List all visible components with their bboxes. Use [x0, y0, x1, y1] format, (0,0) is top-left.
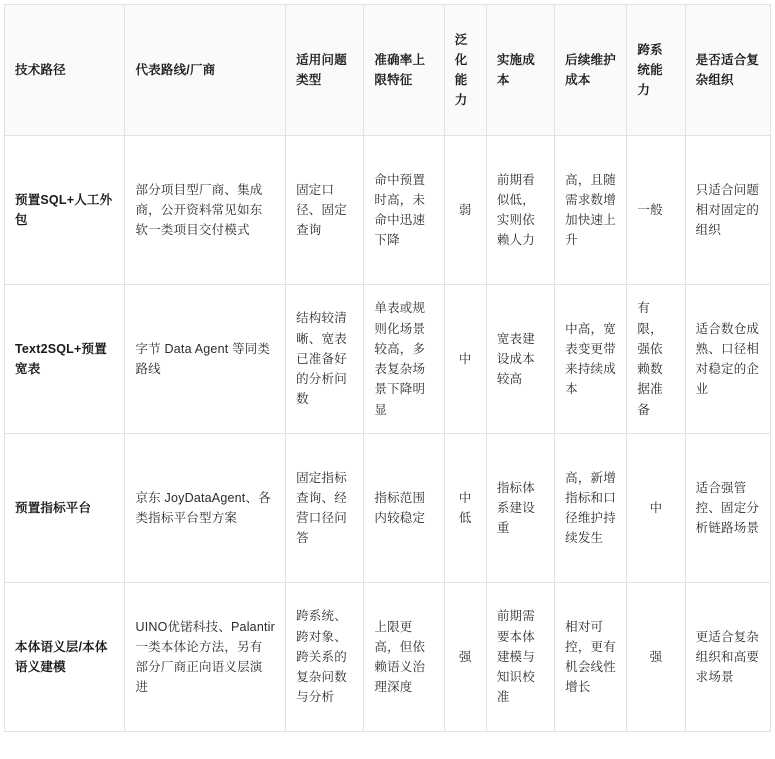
cell-implementation-cost: 宽表建设成本较高 — [486, 285, 554, 434]
cell-maintenance-cost: 中高，宽表变更带来持续成本 — [555, 285, 627, 434]
table-row — [5, 583, 771, 732]
cell-complex-org: 适合强管控、固定分析链路场景 — [685, 434, 770, 583]
table-header — [5, 5, 771, 136]
cell-question-type: 固定口径、固定查询 — [286, 136, 364, 285]
cell-vendor: 部分项目型厂商、集成商，公开资料常见如东软一类项目交付模式 — [125, 136, 286, 285]
cell-generalization: 中低 — [444, 434, 486, 583]
cell-implementation-cost: 指标体系建设重 — [486, 434, 554, 583]
cell-question-type: 结构较清晰、宽表已准备好的分析问数 — [286, 285, 364, 434]
table-row — [5, 434, 771, 583]
cell-complex-org: 适合数仓成熟、口径相对稳定的企业 — [685, 285, 770, 434]
column-header-implementation-cost: 实施成本 — [486, 5, 554, 136]
cell-vendor: 字节 Data Agent 等同类路线 — [125, 285, 286, 434]
cell-question-type: 固定指标查询、经营口径问答 — [286, 434, 364, 583]
technology-comparison-table — [4, 4, 771, 732]
cell-accuracy: 命中预置时高，未命中迅速下降 — [364, 136, 444, 285]
column-header-cross-system: 跨系统能力 — [627, 5, 685, 136]
table-row — [5, 136, 771, 285]
comparison-table-sheet — [0, 4, 775, 759]
table-header-row — [5, 5, 771, 136]
cell-generalization: 中 — [444, 285, 486, 434]
column-header-vendor: 代表路线/厂商 — [125, 5, 286, 136]
cell-tech-path: 预置指标平台 — [5, 434, 125, 583]
cell-tech-path: 预置SQL+人工外包 — [5, 136, 125, 285]
cell-cross-system: 有限，强依赖数据准备 — [627, 285, 685, 434]
column-header-accuracy: 准确率上限特征 — [364, 5, 444, 136]
cell-maintenance-cost: 高，新增指标和口径维护持续发生 — [555, 434, 627, 583]
cell-complex-org: 只适合问题相对固定的组织 — [685, 136, 770, 285]
cell-accuracy: 单表或规则化场景较高，多表复杂场景下降明显 — [364, 285, 444, 434]
cell-tech-path: Text2SQL+预置宽表 — [5, 285, 125, 434]
cell-maintenance-cost: 相对可控，更有机会线性增长 — [555, 583, 627, 732]
cell-accuracy: 指标范围内较稳定 — [364, 434, 444, 583]
column-header-complex-org: 是否适合复杂组织 — [685, 5, 770, 136]
column-header-tech-path: 技术路径 — [5, 5, 125, 136]
cell-cross-system: 中 — [627, 434, 685, 583]
cell-vendor: UINO优锘科技、Palantir一类本体论方法，另有部分厂商正向语义层演进 — [125, 583, 286, 732]
cell-complex-org: 更适合复杂组织和高要求场景 — [685, 583, 770, 732]
column-header-maintenance-cost: 后续维护成本 — [555, 5, 627, 136]
table-body — [5, 136, 771, 732]
cell-implementation-cost: 前期看似低，实则依赖人力 — [486, 136, 554, 285]
cell-implementation-cost: 前期需要本体建模与知识校准 — [486, 583, 554, 732]
cell-cross-system: 一般 — [627, 136, 685, 285]
cell-cross-system: 强 — [627, 583, 685, 732]
cell-generalization: 强 — [444, 583, 486, 732]
cell-tech-path: 本体语义层/本体语义建模 — [5, 583, 125, 732]
cell-maintenance-cost: 高，且随需求数增加快速上升 — [555, 136, 627, 285]
cell-accuracy: 上限更高，但依赖语义治理深度 — [364, 583, 444, 732]
table-row — [5, 285, 771, 434]
column-header-generalization: 泛化能力 — [444, 5, 486, 136]
cell-question-type: 跨系统、跨对象、跨关系的复杂问数与分析 — [286, 583, 364, 732]
column-header-question-type: 适用问题类型 — [286, 5, 364, 136]
cell-generalization: 弱 — [444, 136, 486, 285]
cell-vendor: 京东 JoyDataAgent、各类指标平台型方案 — [125, 434, 286, 583]
